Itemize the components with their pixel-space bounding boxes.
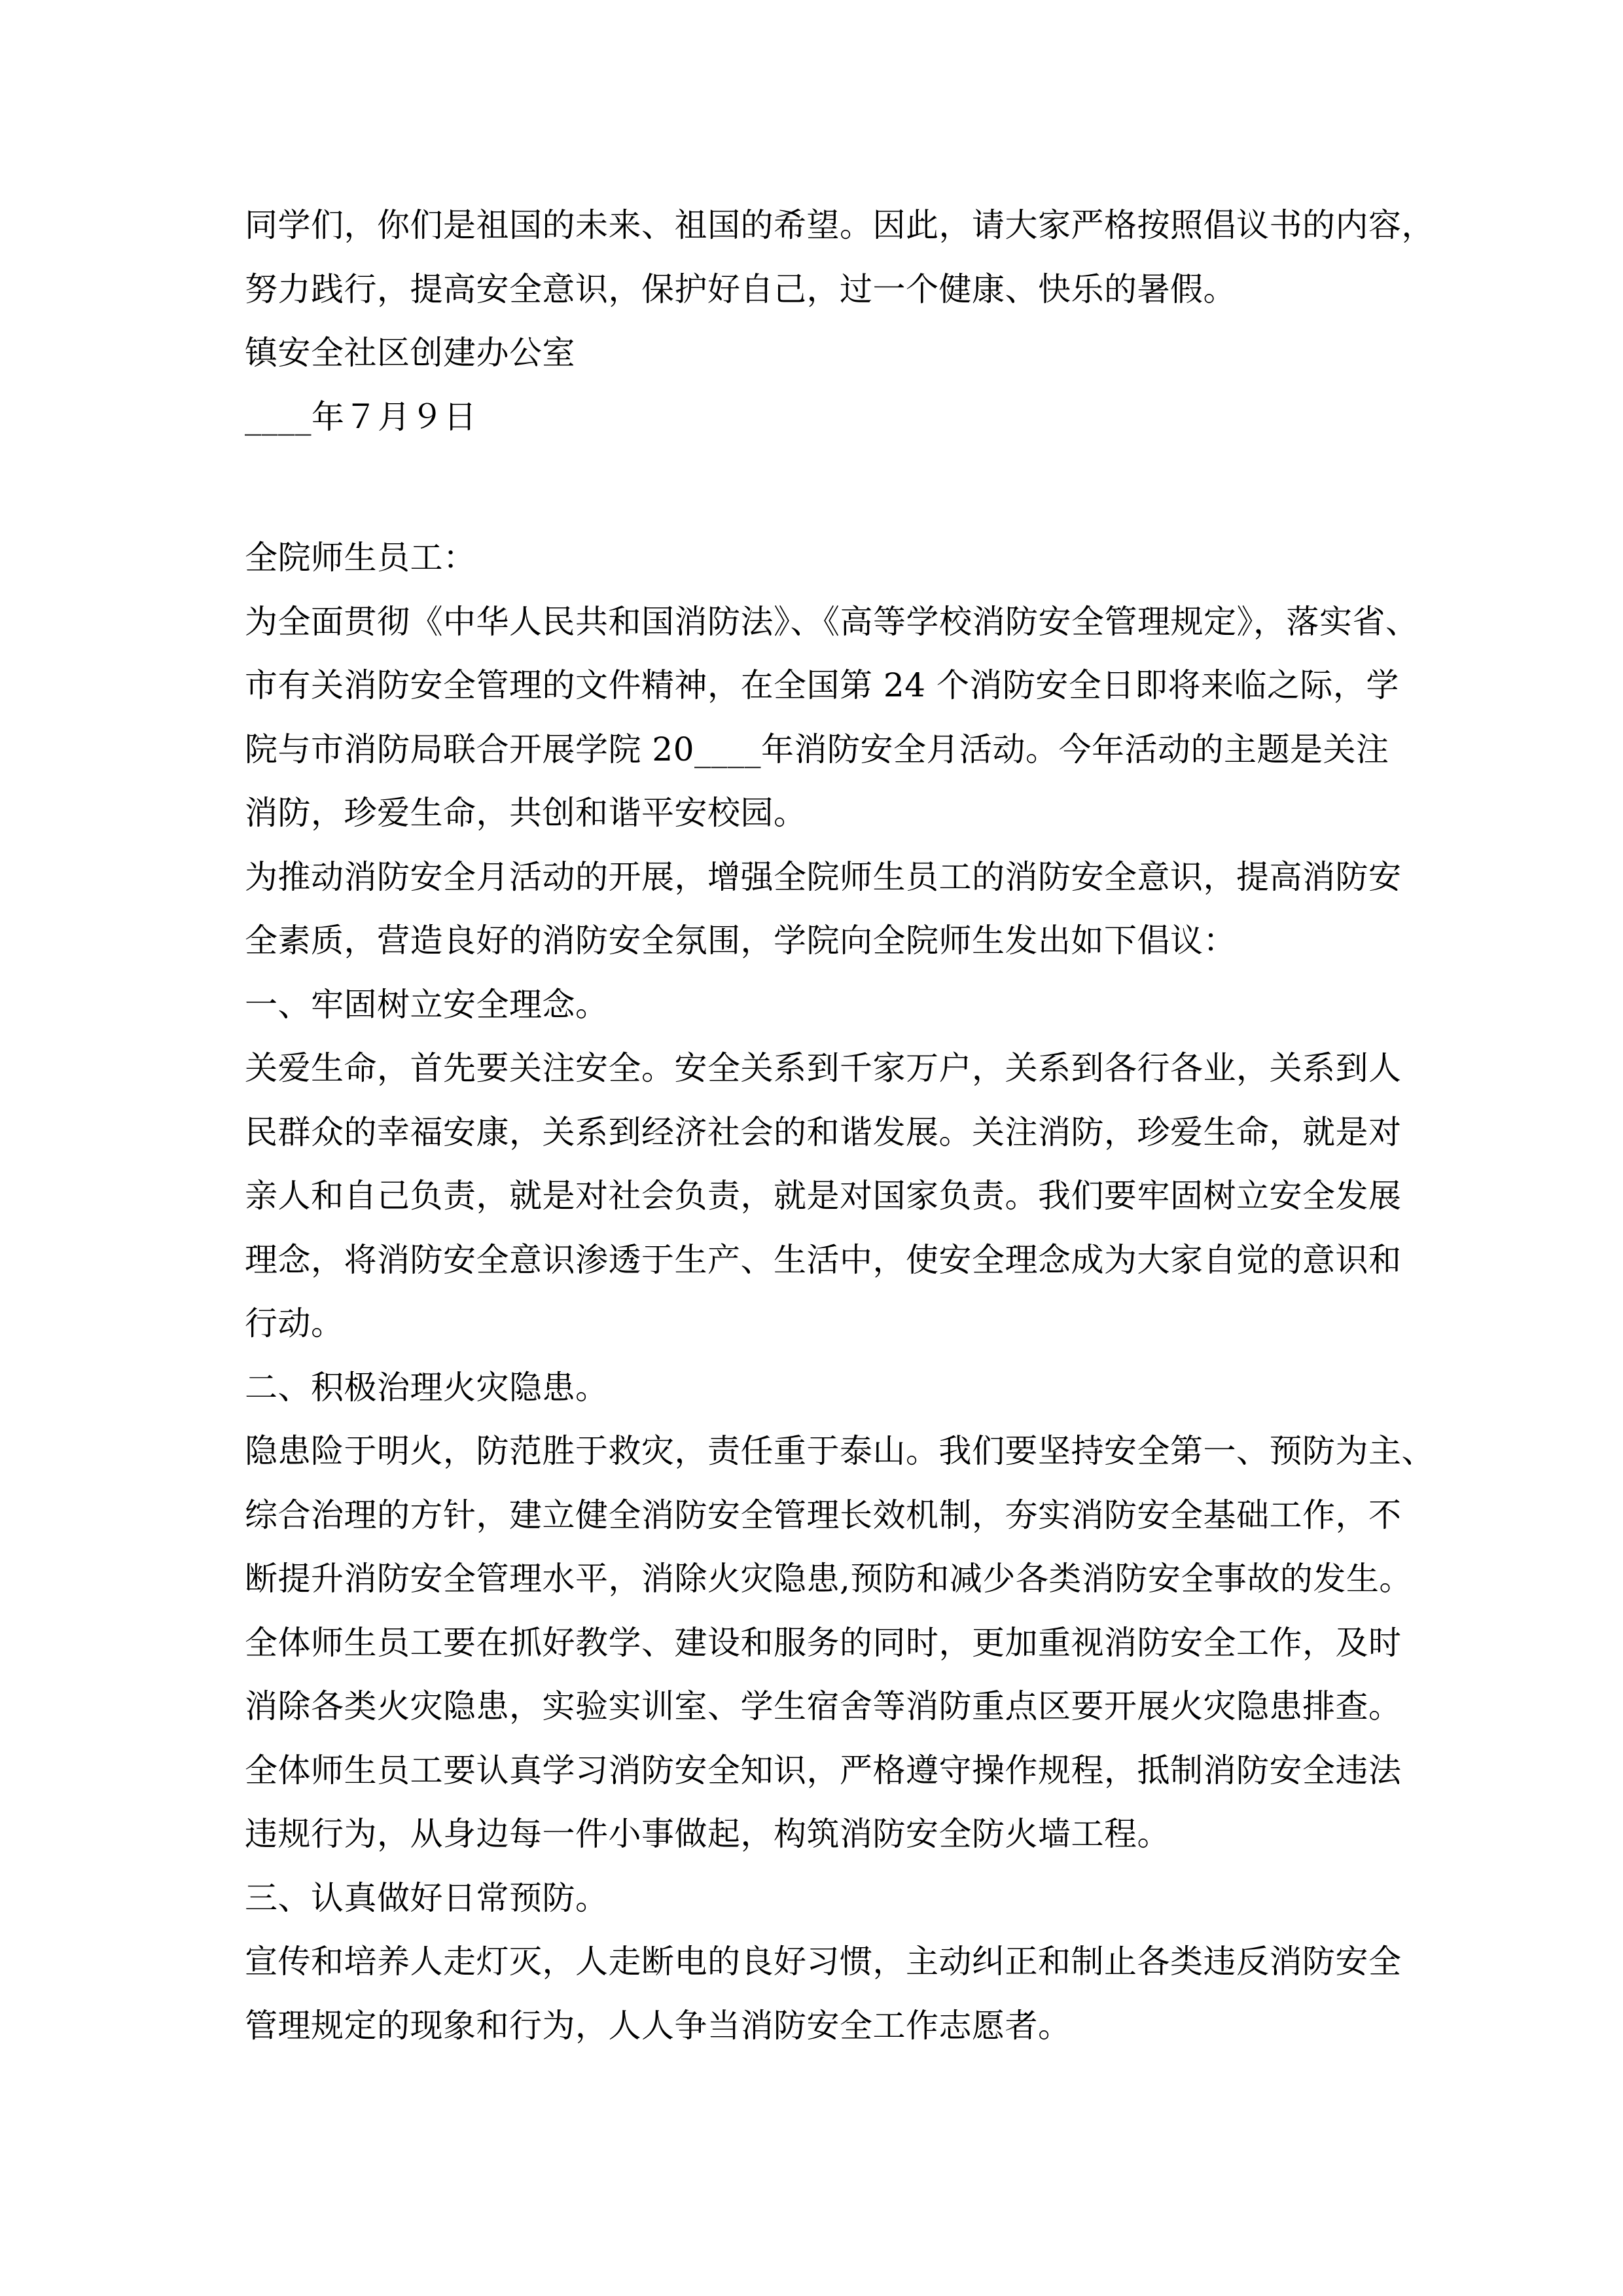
- paragraph-line: 管理规定的现象和行为，人人争当消防安全工作志愿者。: [245, 2006, 1071, 2045]
- paragraph-line: 全体师生员工要认真学习消防安全知识，严格遵守操作规程，抵制消防安全违法: [245, 1751, 1402, 1789]
- paragraph-line: 全体师生员工要在抓好教学、建设和服务的同时，更加重视消防安全工作，及时: [245, 1623, 1402, 1662]
- paragraph-line: 消除各类火灾隐患，实验实训室、学生宿舍等消防重点区要开展火灾隐患排查。: [245, 1687, 1402, 1725]
- paragraph-line: 理念，将消防安全意识渗透于生产、生活中，使安全理念成为大家自觉的意识和: [245, 1240, 1402, 1279]
- paragraph-line: 院与市消防局联合开展学院 20____年消防安全月活动。今年活动的主题是关注: [245, 730, 1389, 768]
- section-heading: 一、牢固树立安全理念。: [245, 985, 609, 1024]
- section-heading: 三、认真做好日常预防。: [245, 1878, 609, 1917]
- paragraph-line: 努力践行，提高安全意识，保护好自己，过一个健康、快乐的暑假。: [245, 270, 1236, 308]
- paragraph-line: 市有关消防安全管理的文件精神，在全国第 24 个消防安全日即将来临之际，学: [245, 666, 1399, 704]
- paragraph-line: 全素质，营造良好的消防安全氛围，学院向全院师生发出如下倡议：: [245, 922, 1236, 960]
- paragraph-line: 综合治理的方针，建立健全消防安全管理长效机制，夯实消防安全基础工作，不: [245, 1496, 1402, 1534]
- paragraph-line: 为全面贯彻《中华人民共和国消防法》、《高等学校消防安全管理规定》，落实省、: [245, 602, 1419, 641]
- paragraph-line: 关爱生命，首先要关注安全。安全关系到千家万户，关系到各行各业，关系到人: [245, 1049, 1402, 1087]
- document-body: [245, 194, 1435, 2058]
- date-line: ____年７月９日: [245, 397, 477, 436]
- paragraph-line: 断提升消防安全管理水平，消除火灾隐患,预防和减少各类消防安全事故的发生。: [245, 1560, 1412, 1598]
- section-gap: [245, 449, 1397, 526]
- section-heading: 二、积极治理火灾隐患。: [245, 1368, 609, 1407]
- paragraph-line: 隐患险于明火，防范胜于救灾，责任重于泰山。我们要坚持安全第一、预防为主、: [245, 1432, 1435, 1470]
- paragraph-line: 亲人和自己负责，就是对社会负责，就是对国家负责。我们要牢固树立安全发展: [245, 1177, 1402, 1215]
- paragraph-line: 消防，珍爱生命，共创和谐平安校园。: [245, 794, 807, 832]
- signature-line: 镇安全社区创建办公室: [245, 334, 575, 372]
- paragraph-line: 为推动消防安全月活动的开展，增强全院师生员工的消防安全意识，提高消防安: [245, 857, 1402, 896]
- paragraph-line: 宣传和培养人走灯灭，人走断电的良好习惯，主动纠正和制止各类违反消防安全: [245, 1943, 1402, 1981]
- paragraph-line: 违规行为，从身边每一件小事做起，构筑消防安全防火墙工程。: [245, 1815, 1170, 1853]
- paragraph-line: 民群众的幸福安康，关系到经济社会的和谐发展。关注消防，珍爱生命，就是对: [245, 1113, 1402, 1151]
- paragraph-line: 同学们，你们是祖国的未来、祖国的希望。因此，请大家严格按照倡议书的内容，: [245, 206, 1435, 244]
- paragraph-line: 行动。: [245, 1304, 344, 1342]
- greeting-line: 全院师生员工：: [245, 539, 476, 577]
